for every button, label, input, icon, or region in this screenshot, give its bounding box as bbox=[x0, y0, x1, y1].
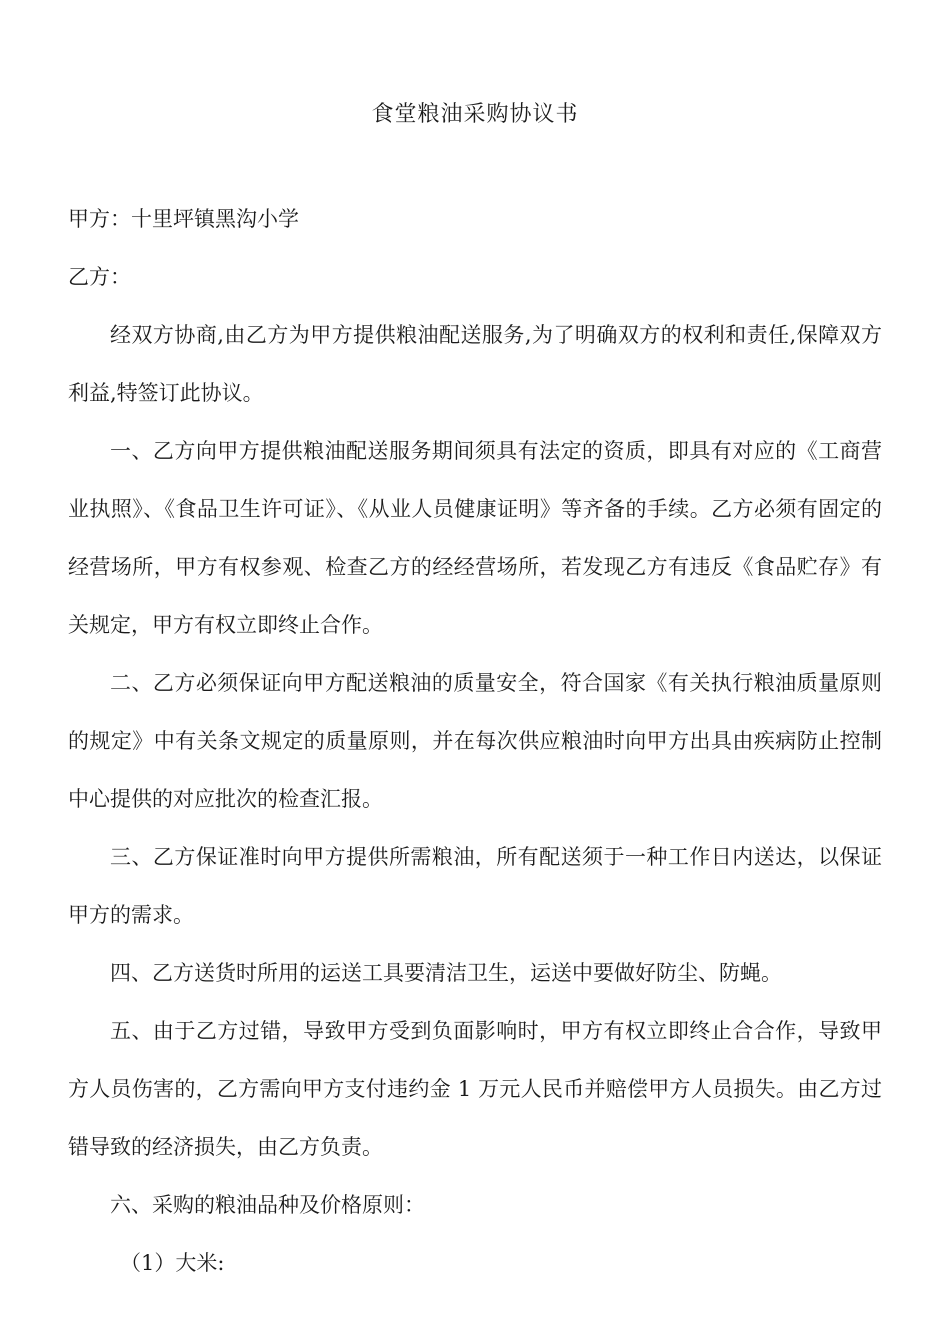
party-b-line: 乙方： bbox=[68, 265, 131, 289]
clause-2: 二、乙方必须保证向甲方配送粮油的质量安全，符合国家《有关执行粮油质量原则的规定》中有关条文规定的质量原则，并在每次供应粮油时向甲方出具由疾病防止控制中心提供的对应批次的检查汇报。 bbox=[68, 671, 882, 811]
sub-item-rice: （1）大米: bbox=[120, 1251, 225, 1275]
party-a-line: 甲方：十里坪镇黑沟小学 bbox=[68, 207, 299, 231]
clause-5: 五、由于乙方过错，导致甲方受到负面影响时，甲方有权立即终止合合作，导致甲方人员伤害的，乙方需向甲方支付违约金 1 万元人民币并赔偿甲方人员损失。由乙方过错导致的经济损失，由乙方负责。 bbox=[68, 1019, 882, 1159]
clause-3: 三、乙方保证准时向甲方提供所需粮油，所有配送须于一种工作日内送达，以保证甲方的需求。 bbox=[68, 845, 882, 927]
clause-6: 六、采购的粮油品种及价格原则： bbox=[110, 1193, 425, 1217]
clause-4: 四、乙方送货时所用的运送工具要清洁卫生，运送中要做好防尘、防蝇。 bbox=[110, 961, 782, 985]
document-title: 食堂粮油采购协议书 bbox=[371, 102, 579, 127]
intro-paragraph: 经双方协商,由乙方为甲方提供粮油配送服务,为了明确双方的权利和责任,保障双方利益,特签订此协议。 bbox=[68, 323, 882, 405]
document-body bbox=[68, 190, 882, 1292]
clause-1: 一、乙方向甲方提供粮油配送服务期间须具有法定的资质，即具有对应的《工商营业执照》、《食品卫生许可证》、《从业人员健康证明》等齐备的手续。乙方必须有固定的经营场所，甲方有权参观、检查乙方的经经营场所，若发现乙方有违反《食品贮存》有关规定，甲方有权立即终止合作。 bbox=[68, 439, 882, 637]
